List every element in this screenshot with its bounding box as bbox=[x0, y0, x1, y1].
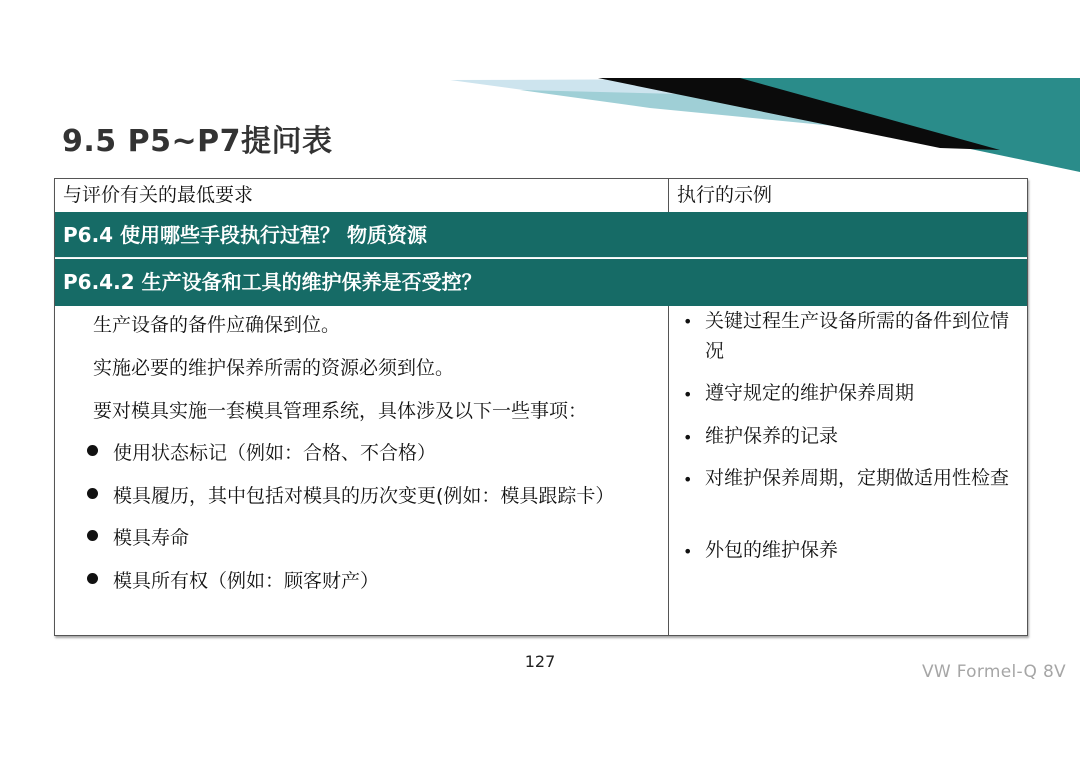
table-header-row bbox=[55, 179, 1027, 213]
small-bullet-icon: • bbox=[683, 542, 693, 561]
requirement-line: 生产设备的备件应确保到位。 bbox=[93, 314, 341, 336]
small-bullet-icon: • bbox=[683, 470, 693, 489]
example-item: 遵守规定的维护保养周期 bbox=[705, 382, 915, 404]
bullet-dot-icon bbox=[87, 573, 98, 584]
requirement-bullet: 模具履历，其中包括对模具的历次变更(例如：模具跟踪卡） bbox=[113, 485, 615, 507]
small-bullet-icon: • bbox=[683, 428, 693, 447]
section-band-p6-4-2: P6.4.2 生产设备和工具的维护保养是否受控？ bbox=[55, 259, 1027, 306]
requirement-bullet: 使用状态标记（例如：合格、不合格） bbox=[113, 442, 437, 464]
example-item: 对维护保养周期，定期做适用性检查 bbox=[705, 467, 1010, 489]
example-item: 维护保养的记录 bbox=[705, 425, 839, 447]
header-min-requirements: 与评价有关的最低要求 bbox=[63, 184, 254, 206]
footer-brand: VW Formel-Q 8V bbox=[921, 662, 1066, 682]
requirement-line: 要对模具实施一套模具管理系统，具体涉及以下一些事项： bbox=[93, 400, 588, 422]
bullet-dot-icon bbox=[87, 530, 98, 541]
page-number: 127 bbox=[524, 652, 556, 671]
bullet-dot-icon bbox=[87, 445, 98, 456]
requirement-bullet: 模具寿命 bbox=[113, 527, 190, 549]
header-examples: 执行的示例 bbox=[677, 184, 773, 206]
requirement-bullet: 模具所有权（例如：顾客财产） bbox=[113, 570, 380, 592]
example-item: 外包的维护保养 bbox=[705, 539, 839, 561]
bullet-dot-icon bbox=[87, 488, 98, 499]
small-bullet-icon: • bbox=[683, 385, 693, 404]
column-divider-top bbox=[668, 179, 669, 212]
column-divider-body bbox=[668, 306, 669, 635]
example-item: 关键过程生产设备所需的备件到位情况 bbox=[705, 310, 1010, 362]
question-table bbox=[54, 178, 1028, 636]
requirement-line: 实施必要的维护保养所需的资源必须到位。 bbox=[93, 357, 455, 379]
slide-title: 9.5 P5~P7提问表 bbox=[62, 124, 333, 159]
section-band-p6-4: P6.4 使用哪些手段执行过程？ 物质资源 bbox=[55, 212, 1027, 258]
small-bullet-icon: • bbox=[683, 312, 693, 331]
